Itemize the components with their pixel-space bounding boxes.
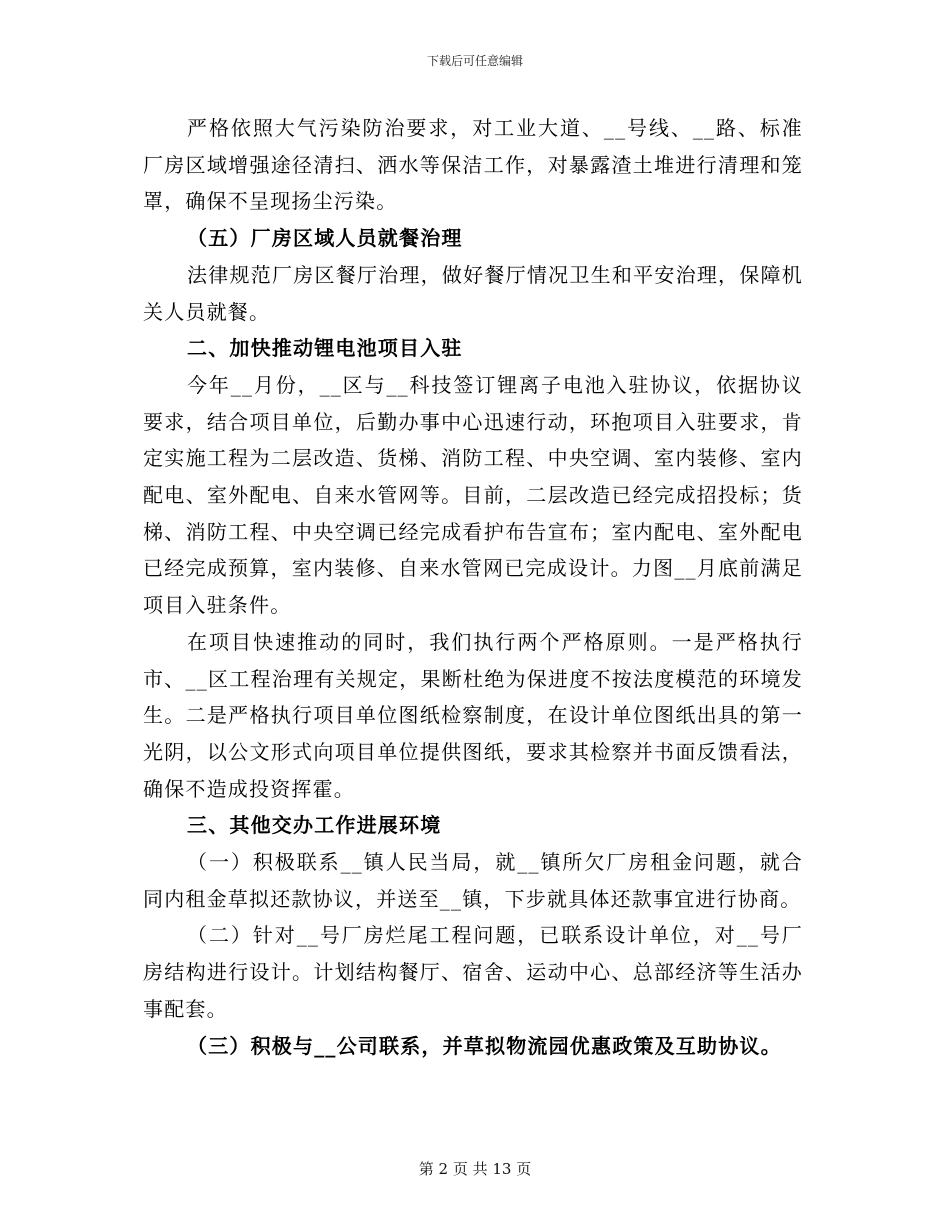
heading-staff-dining: （五）厂房区域人员就餐治理 [187,226,463,251]
paragraph-unfinished-building: （二）针对__号厂房烂尾工程问题，已联系设计单位，对__号厂房结构进行设计。计划结构餐厅、宿舍、运动中心、总部经济等生活办事配套。 [143,923,803,1021]
heading-logistics-park: （三）积极与__公司联系，并草拟物流园优惠政策及互助协议。 [187,1033,782,1058]
heading-lithium-battery-project: 二、加快推动锂电池项目入驻 [187,336,463,361]
paragraph-canteen-management: 法律规范厂房区餐厅治理，做好餐厅情况卫生和平安治理，保障机关人员就餐。 [143,262,803,324]
paragraph-rent-agreement: （一）积极联系__镇人民当局，就__镇所欠厂房租金问题，就合同内租金草拟还款协议，并送至__镇，下步就具体还款事宜进行协商。 [143,850,803,911]
page-footer: 第 2 页 共 13 页 [418,1160,532,1178]
page-header: 下载后可任意编辑 [426,54,523,68]
paragraph-project-progress: 今年__月份，__区与__科技签订锂离子电池入驻协议，依据协议要求，结合项目单位，后勤办事中心迅速行动，环抱项目入驻要求，肯定实施工程为二层改造、货梯、消防工程、中央空调、室内装修、室内配电、室外配电、自来水管网等。目前，二层改造已经完成招投标；货梯、消防工程、中央空调已经完成看护布告宣布；室内配电、室外配电已经完成预算，室内装修、自来水管网已完成设计。力图__月底前满足项目入驻条件。 [143,372,803,618]
paragraph-dust-control: 严格依照大气污染防治要求，对工业大道、__号线、__路、标准厂房区域增强途径清扫、洒水等保洁工作，对暴露渣土堆进行清理和笼罩，确保不呈现扬尘污染。 [143,116,803,214]
document-body [143,110,803,1064]
heading-other-tasks: 三、其他交办工作进展环境 [187,813,442,838]
paragraph-two-principles: 在项目快速推动的同时，我们执行两个严格原则。一是严格执行市、__区工程治理有关规定，果断杜绝为保进度不按法度模范的环境发生。二是严格执行项目单位图纸检察制度，在设计单位图纸出具的第一光阴，以公文形式向项目单位提供图纸，要求其检察并书面反馈看法，确保不造成投资挥霍。 [143,629,803,801]
